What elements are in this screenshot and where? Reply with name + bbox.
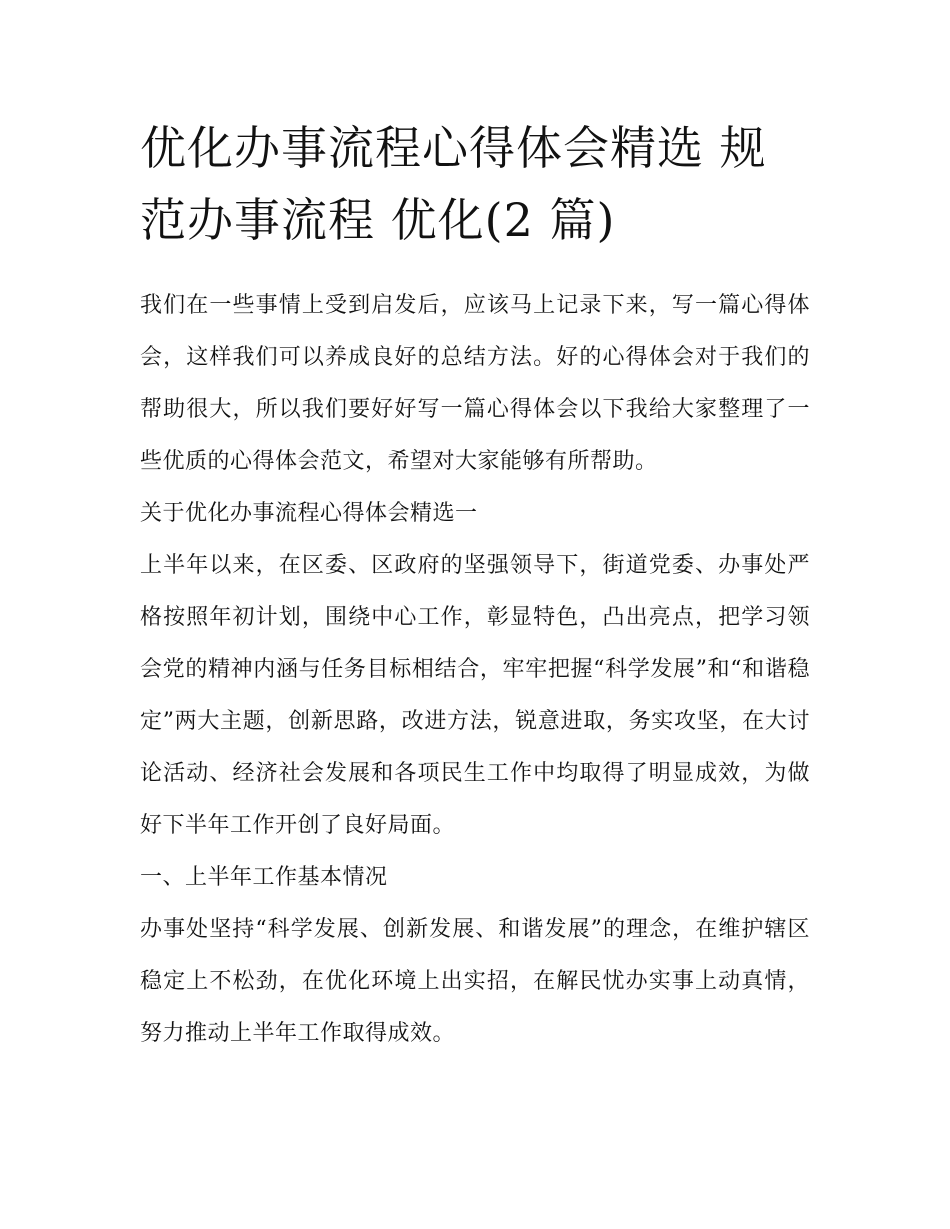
intro-paragraph: 我们在一些事情上受到启发后，应该马上记录下来，写一篇心得体会，这样我们可以养成良好的总结方法。好的心得体会对于我们的帮助很大，所以我们要好好写一篇心得体会以下我给大家整理了一些优质的心得体会范文，希望对大家能够有所帮助。 <box>140 293 810 474</box>
document-page <box>140 112 810 1060</box>
body-paragraph: 上半年以来，在区委、区政府的坚强领导下，街道党委、办事处严格按照年初计划，围绕中心工作，彰显特色，凸出亮点，把学习领会党的精神内涵与任务目标相结合，牢牢把握“科学发展”和“和谐稳定”两大主题，创新思路，改进方法，锐意进取，务实攻坚，在大讨论活动、经济社会发展和各项民生工作中均取得了明显成效，为做好下半年工作开创了良好局面。 <box>140 553 810 838</box>
subsection-heading: 一、上半年工作基本情况 <box>140 865 388 890</box>
body-paragraph: 办事处坚持“科学发展、创新发展、和谐发展”的理念，在维护辖区稳定上不松劲，在优化环境上出实招，在解民忧办实事上动真情，努力推动上半年工作取得成效。 <box>140 917 810 1046</box>
document-title: 优化办事流程心得体会精选 规范办事流程 优化(2 篇) <box>140 121 767 247</box>
section-heading-one: 关于优化办事流程心得体会精选一 <box>140 501 478 526</box>
